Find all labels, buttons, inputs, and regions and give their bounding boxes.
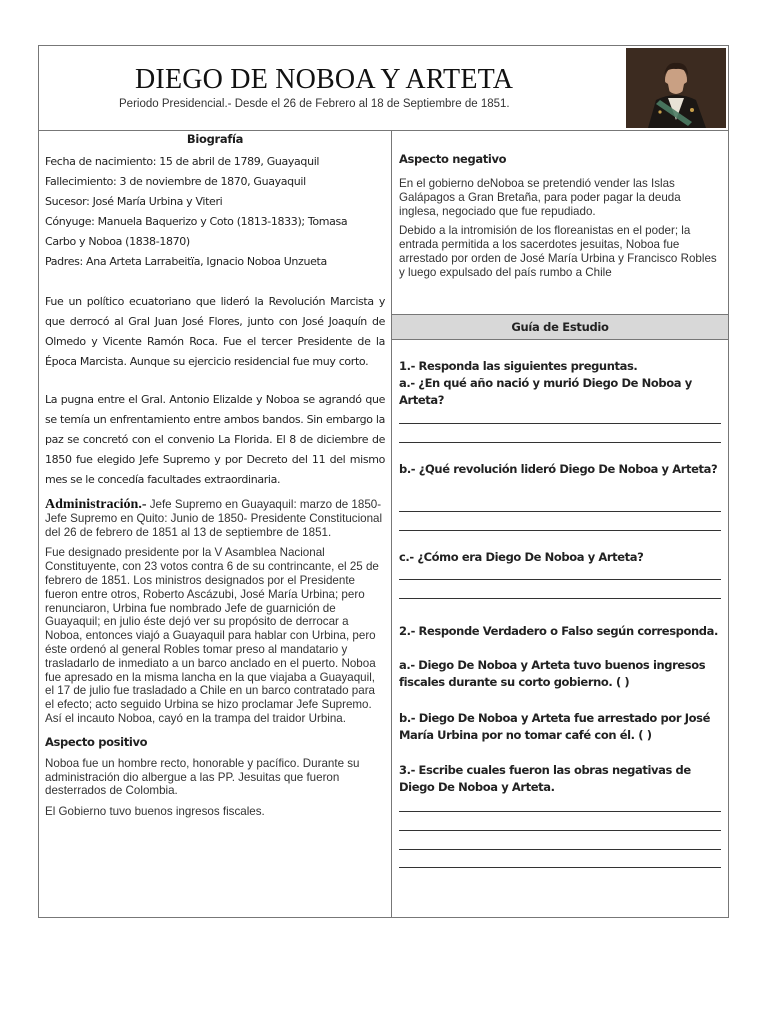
administracion-paragraph bbox=[45, 498, 385, 539]
answer-line[interactable] bbox=[399, 442, 721, 443]
left-column bbox=[45, 132, 385, 819]
fact-line: Padres: Ana Arteta Larrabeitïa, Ignacio Noboa Unzueta bbox=[45, 255, 327, 268]
aspecto-negativo-title: Aspecto negativo bbox=[399, 152, 507, 166]
aspecto-negativo-paragraph-1: En el gobierno deNoboa se pretendió vender las Islas Galápagos a Gran Bretaña, para poder pagar la deuda inglesa, negociado que fue repudiado. bbox=[399, 177, 681, 218]
biografia-title: Biografía bbox=[186, 132, 244, 146]
worksheet bbox=[38, 45, 729, 918]
answer-line[interactable] bbox=[399, 867, 721, 868]
page-title: DIEGO DE NOBOA Y ARTETA bbox=[135, 64, 514, 95]
biografia-paragraph-2: La pugna entre el Gral. Antonio Elizalde y Noboa se agrandó que se temía un enfrentamiento entre ambos bandos. Sin embargo la paz se concretó con el convenio La Florida. El 8 de diciembre de 1850 fue elegido Jefe Supremo y por Decreto del 11 del mismo mes se le concedía facultades extraordinaria. bbox=[45, 393, 385, 486]
administracion-text: Jefe Supremo en Guayaquil: marzo de 1850- Jefe Supremo en Quito: Junio de 1850- Presidente Constitucional del 26 de febrero de 1851 al 13 de septiembre de 1851. bbox=[45, 498, 383, 539]
guia-de-estudio-header: Guía de Estudio bbox=[392, 314, 728, 340]
aspecto-positivo-title: Aspecto positivo bbox=[45, 734, 148, 749]
study-guide bbox=[399, 46, 721, 917]
page-subtitle: Periodo Presidencial.- Desde el 26 de Febrero al 18 de Septiembre de 1851. bbox=[119, 98, 510, 110]
question-2a: a.- Diego De Noboa y Arteta tuvo buenos ingresos fiscales durante su corto gobierno. ( ) bbox=[399, 658, 706, 689]
biografia-paragraph-1: Fue un político ecuatoriano que lideró la Revolución Marcista y que derrocó al Gral Juan José Flores, junto con José Joaquín de Olmedo y Vicente Ramón Roca. Fue el tercer Presidente de la Época Marcista. Aunque su ejercicio residencial fue muy corto. bbox=[45, 295, 385, 368]
question-2: 2.- Responde Verdadero o Falso según corresponda. bbox=[399, 624, 718, 638]
answer-line[interactable] bbox=[399, 811, 721, 812]
fact-line: Carbo y Noboa (1838-1870) bbox=[45, 235, 190, 248]
fact-line: Sucesor: José María Urbina y Viteri bbox=[45, 195, 223, 208]
answer-line[interactable] bbox=[399, 511, 721, 512]
administracion-details: Fue designado presidente por la V Asamblea Nacional Constituyente, con 23 votos contra 6 de su contrincante, el 25 de febrero de 1851. Los ministros designados por el Presidente fueron entre otros, Roberto Ascázubi, José María Urbina; pero renunciaron, Urbina fue nombrado Jefe de guarnición de Guayaquil; en julio éste dejó ver su propósito de derrocar a Noboa, entonces viajó a Guayaquil para hablar con Urbina, pero éste ordenó al general Robles tomar preso al mandatario y trasladarlo de inmediato a un barco anclado en el puerto. Noboa fue apresado en la misma lancha en la que viajaba a Guayaquil, el 17 de julio fue trasladado a Chile en un barco contratado para el efecto; acto seguido Urbina se hizo proclamar Jefe Supremo. Así el incauto Noboa, cayó en la trampa del traidor Urbina. bbox=[45, 546, 379, 725]
aspecto-negativo-paragraph-2: Debido a la intromisión de los floreanistas en el poder; la entrada permitida a los sacerdotes jesuitas, Noboa fue arrestado por orden de José María Urbina y Francisco Robles y luego expulsado del país rumbo a Chile bbox=[399, 224, 717, 279]
question-1a: a.- ¿En qué año nació y murió Diego De Noboa y Arteta? bbox=[399, 376, 692, 407]
question-2b: b.- Diego De Noboa y Arteta fue arrestado por José María Urbina por no tomar café con él. ( ) bbox=[399, 711, 710, 742]
answer-line[interactable] bbox=[399, 423, 721, 424]
column-divider bbox=[391, 130, 392, 917]
biografia-facts bbox=[45, 152, 385, 272]
answer-line[interactable] bbox=[399, 530, 721, 531]
question-3: 3.- Escribe cuales fueron las obras negativas de Diego De Noboa y Arteta. bbox=[399, 763, 691, 794]
aspecto-positivo-paragraph-2: El Gobierno tuvo buenos ingresos fiscales. bbox=[45, 805, 265, 819]
question-1: 1.- Responda las siguientes preguntas. bbox=[399, 359, 638, 373]
fact-line: Fecha de nacimiento: 15 de abril de 1789, Guayaquil bbox=[45, 155, 320, 168]
answer-line[interactable] bbox=[399, 830, 721, 831]
fact-line: Fallecimiento: 3 de noviembre de 1870, Guayaquil bbox=[45, 175, 306, 188]
fact-line: Cónyuge: Manuela Baquerizo y Coto (1813-1833); Tomasa bbox=[45, 215, 348, 228]
question-1c: c.- ¿Cómo era Diego De Noboa y Arteta? bbox=[399, 550, 644, 564]
answer-line[interactable] bbox=[399, 849, 721, 850]
administracion-label: Administración.- bbox=[45, 497, 147, 512]
answer-line[interactable] bbox=[399, 598, 721, 599]
aspecto-positivo-paragraph-1: Noboa fue un hombre recto, honorable y pacífico. Durante su administración dio albergue a las PP. Jesuitas que fueron desterrados de Colombia. bbox=[45, 756, 360, 798]
answer-line[interactable] bbox=[399, 579, 721, 580]
question-1b: b.- ¿Qué revolución lideró Diego De Noboa y Arteta? bbox=[399, 462, 718, 476]
